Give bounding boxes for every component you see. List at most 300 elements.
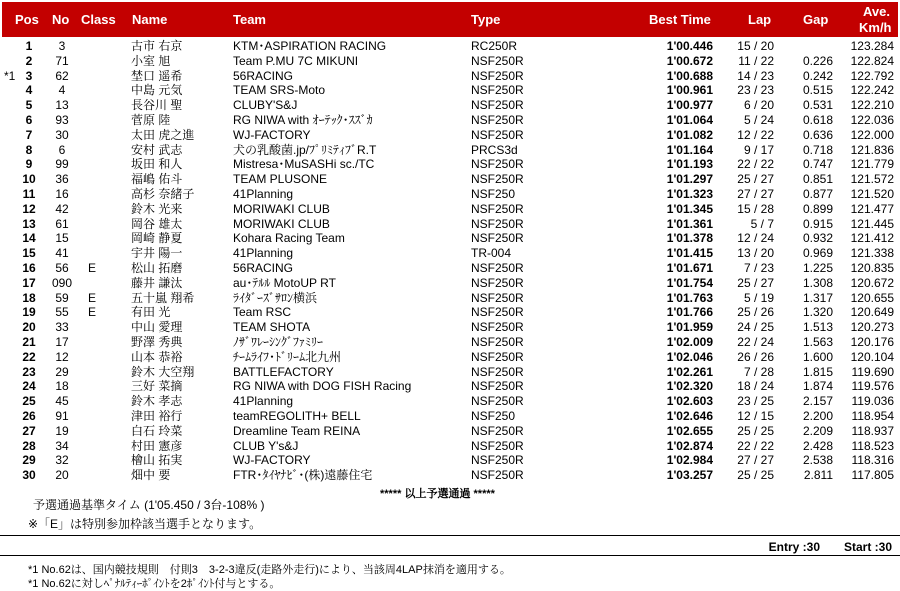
best-time-cell: 1'01.345 xyxy=(666,201,713,216)
average-speed-cell: 117.805 xyxy=(851,468,894,483)
table-row xyxy=(0,291,900,306)
average-speed-cell: 122.036 xyxy=(850,112,894,127)
gap-cell: 0.747 xyxy=(802,157,833,172)
number-cell: 6 xyxy=(58,142,66,157)
number-cell: 41 xyxy=(55,246,69,261)
lap-cell: 23 / 25 xyxy=(737,394,774,409)
table-row xyxy=(0,394,900,409)
average-speed-cell: 118.523 xyxy=(851,438,894,453)
lap-cell: 9 / 17 xyxy=(743,142,774,157)
header-name: Name xyxy=(132,12,168,27)
best-time-cell: 1'01.763 xyxy=(666,290,713,305)
rider-name-cell: 有田 光 xyxy=(131,305,171,320)
number-cell: 32 xyxy=(55,453,69,468)
team-cell: 56RACING xyxy=(233,260,294,275)
rider-name-cell: 小室 旭 xyxy=(131,53,171,68)
best-time-cell: 1'02.655 xyxy=(666,423,713,438)
gap-cell: 1.874 xyxy=(802,379,833,394)
header-gap: Gap xyxy=(803,12,829,27)
position-cell: 30 xyxy=(22,468,36,483)
best-time-cell: 1'02.874 xyxy=(666,438,713,453)
rider-name-cell: 安村 武志 xyxy=(131,142,183,157)
position-cell: 24 xyxy=(22,379,36,394)
average-speed-cell: 121.572 xyxy=(850,172,894,187)
lap-cell: 6 / 20 xyxy=(743,98,774,113)
average-speed-cell: 121.445 xyxy=(850,216,894,231)
machine-type-cell: NSF250R xyxy=(471,83,524,98)
gap-cell: 0.915 xyxy=(802,216,833,231)
table-row xyxy=(0,453,900,468)
number-cell: 91 xyxy=(55,408,69,423)
machine-type-cell: RC250R xyxy=(471,39,518,53)
gap-cell: 0.899 xyxy=(802,201,833,216)
position-cell: 8 xyxy=(25,142,33,157)
team-cell: TEAM SHOTA xyxy=(233,320,311,335)
position-cell: 14 xyxy=(22,231,36,246)
qualifying-cutoff-marker: ***** 以上予選通過 ***** xyxy=(380,488,495,500)
rider-name-cell: 坂田 和人 xyxy=(131,157,183,172)
average-speed-cell: 122.242 xyxy=(850,83,894,98)
rider-name-cell: 鈴木 光来 xyxy=(131,201,183,216)
team-cell: MORIWAKI CLUB xyxy=(233,216,330,231)
number-cell: 33 xyxy=(55,320,69,335)
gap-cell: 1.513 xyxy=(802,320,833,335)
best-time-cell: 1'01.959 xyxy=(666,320,713,335)
team-cell: CLUBY'S&J xyxy=(233,98,298,113)
table-row xyxy=(0,409,900,424)
machine-type-cell: NSF250 xyxy=(471,186,516,201)
table-row xyxy=(0,231,900,246)
average-speed-cell: 123.284 xyxy=(850,39,894,53)
number-cell: 090 xyxy=(51,275,73,290)
lap-cell: 7 / 28 xyxy=(743,364,774,379)
table-row xyxy=(0,424,900,439)
average-speed-cell: 118.937 xyxy=(851,423,894,438)
divider xyxy=(0,535,900,536)
gap-cell: 2.157 xyxy=(802,394,833,409)
rider-name-cell: 岡崎 静夏 xyxy=(131,231,183,246)
lap-cell: 25 / 26 xyxy=(737,305,774,320)
gap-cell: 2.811 xyxy=(803,468,833,483)
lap-cell: 12 / 22 xyxy=(737,127,774,142)
gap-cell: 0.877 xyxy=(802,186,833,201)
annotation-mark: *1 xyxy=(4,68,16,83)
average-speed-cell: 118.954 xyxy=(851,408,894,423)
lap-cell: 25 / 27 xyxy=(737,275,774,290)
results-table-body xyxy=(0,39,900,483)
team-cell: Team RSC xyxy=(233,305,292,320)
average-speed-cell: 122.824 xyxy=(850,53,894,68)
table-row xyxy=(0,98,900,113)
position-cell: 9 xyxy=(25,157,33,172)
rider-name-cell: 長谷川 聖 xyxy=(131,98,183,113)
machine-type-cell: NSF250R xyxy=(471,438,524,453)
number-cell: 18 xyxy=(55,379,69,394)
lap-cell: 25 / 25 xyxy=(737,423,774,438)
table-row xyxy=(0,261,900,276)
average-speed-cell: 120.655 xyxy=(850,290,894,305)
team-cell: KTM･ASPIRATION RACING xyxy=(233,39,387,53)
position-cell: 27 xyxy=(22,423,36,438)
position-cell: 2 xyxy=(25,53,33,68)
lap-cell: 11 / 22 xyxy=(738,53,774,68)
position-cell: 13 xyxy=(22,216,36,231)
average-speed-cell: 118.316 xyxy=(851,453,894,468)
best-time-cell: 1'01.193 xyxy=(666,157,713,172)
position-cell: 20 xyxy=(22,320,36,335)
position-cell: 25 xyxy=(22,394,36,409)
header-type: Type xyxy=(471,12,501,27)
number-cell: 12 xyxy=(55,349,69,364)
team-cell: WJ-FACTORY xyxy=(233,127,311,142)
team-cell: ﾗｲﾀﾞｰｽﾞｻﾛﾝ横浜 xyxy=(233,290,318,305)
class-cell: E xyxy=(87,290,96,305)
gap-cell: 0.242 xyxy=(802,68,833,83)
number-cell: 29 xyxy=(55,364,69,379)
header-kmh: Km/h xyxy=(859,20,892,35)
rider-name-cell: 三好 菜摘 xyxy=(131,379,183,394)
rider-name-cell: 鈴木 大空翔 xyxy=(131,364,195,379)
team-cell: MORIWAKI CLUB xyxy=(233,201,330,216)
best-time-cell: 1'01.323 xyxy=(666,186,713,201)
best-time-cell: 1'00.688 xyxy=(666,68,713,83)
gap-cell: 2.209 xyxy=(802,423,833,438)
average-speed-cell: 120.273 xyxy=(850,320,894,335)
team-cell: Mistresa･MuSASHi sc./TC xyxy=(233,157,375,172)
position-cell: 16 xyxy=(22,260,36,275)
lap-cell: 15 / 28 xyxy=(737,201,774,216)
table-row xyxy=(0,202,900,217)
number-cell: 71 xyxy=(55,53,69,68)
rider-name-cell: 藤井 謙汰 xyxy=(131,275,183,290)
best-time-cell: 1'01.082 xyxy=(666,127,713,142)
best-time-cell: 1'02.009 xyxy=(666,334,713,349)
machine-type-cell: NSF250R xyxy=(471,157,524,172)
table-row xyxy=(0,54,900,69)
position-cell: 3 xyxy=(25,68,33,83)
position-cell: 15 xyxy=(22,246,36,261)
class-cell: E xyxy=(87,260,96,275)
lap-cell: 22 / 22 xyxy=(737,438,774,453)
number-cell: 59 xyxy=(55,290,69,305)
team-cell: ﾉｻﾞﾜﾚｰｼﾝｸﾞﾌｧﾐﾘｰ xyxy=(233,334,324,349)
lap-cell: 13 / 20 xyxy=(737,246,774,261)
number-cell: 93 xyxy=(55,112,69,127)
gap-cell: 0.636 xyxy=(802,127,833,142)
table-row xyxy=(0,305,900,320)
rider-name-cell: 高杉 奈緒子 xyxy=(131,186,195,201)
position-cell: 26 xyxy=(22,408,36,423)
machine-type-cell: NSF250R xyxy=(471,453,524,468)
best-time-cell: 1'00.672 xyxy=(666,53,713,68)
table-row xyxy=(0,69,900,84)
table-row xyxy=(0,246,900,261)
gap-cell: 0.618 xyxy=(802,112,833,127)
number-cell: 19 xyxy=(55,423,69,438)
table-row xyxy=(0,128,900,143)
footnote-2: *1 No.62に対しﾍﾟﾅﾙﾃｨｰﾎﾟｲﾝﾄを2ﾎﾟｲﾝﾄ付与とする。 xyxy=(28,578,281,590)
team-cell: RG NIWA with ｵｰﾃｯｸ･ｽｽﾞｶ xyxy=(233,112,373,127)
lap-cell: 26 / 26 xyxy=(737,349,774,364)
machine-type-cell: NSF250R xyxy=(471,127,524,142)
machine-type-cell: NSF250R xyxy=(471,53,524,68)
gap-cell: 2.200 xyxy=(802,408,833,423)
table-row xyxy=(0,439,900,454)
header-team: Team xyxy=(233,12,266,27)
position-cell: 22 xyxy=(22,349,36,364)
average-speed-cell: 120.835 xyxy=(850,260,894,275)
average-speed-cell: 120.176 xyxy=(850,334,894,349)
number-cell: 99 xyxy=(55,157,69,172)
machine-type-cell: NSF250R xyxy=(471,423,524,438)
table-row xyxy=(0,39,900,54)
table-row xyxy=(0,113,900,128)
gap-cell: 1.308 xyxy=(802,275,833,290)
machine-type-cell: NSF250R xyxy=(471,290,524,305)
best-time-cell: 1'00.446 xyxy=(666,39,713,53)
gap-cell: 2.428 xyxy=(802,438,833,453)
rider-name-cell: 鈴木 孝志 xyxy=(131,394,183,409)
number-cell: 13 xyxy=(55,98,69,113)
machine-type-cell: NSF250R xyxy=(471,68,524,83)
best-time-cell: 1'02.603 xyxy=(666,394,713,409)
header-class: Class xyxy=(81,12,116,27)
best-time-cell: 1'01.361 xyxy=(666,216,713,231)
table-row xyxy=(0,320,900,335)
average-speed-cell: 122.210 xyxy=(850,98,894,113)
number-cell: 3 xyxy=(58,39,66,53)
team-cell: BATTLEFACTORY xyxy=(233,364,334,379)
number-cell: 56 xyxy=(55,260,69,275)
machine-type-cell: TR-004 xyxy=(471,246,512,261)
number-cell: 36 xyxy=(55,172,69,187)
table-row xyxy=(0,172,900,187)
rider-name-cell: 野澤 秀典 xyxy=(131,334,183,349)
header-ave: Ave. xyxy=(863,4,890,19)
lap-cell: 25 / 27 xyxy=(737,172,774,187)
rider-name-cell: 中島 元気 xyxy=(131,83,183,98)
best-time-cell: 1'01.064 xyxy=(666,112,713,127)
best-time-cell: 1'02.046 xyxy=(666,349,713,364)
machine-type-cell: NSF250R xyxy=(471,216,524,231)
rider-name-cell: 畑中 要 xyxy=(131,468,171,483)
machine-type-cell: NSF250R xyxy=(471,172,524,187)
lap-cell: 27 / 27 xyxy=(737,186,774,201)
start-count: Start :30 xyxy=(843,540,892,554)
lap-cell: 23 / 23 xyxy=(737,83,774,98)
machine-type-cell: NSF250R xyxy=(471,260,524,275)
number-cell: 30 xyxy=(55,127,69,142)
team-cell: teamREGOLITH+ BELL xyxy=(233,408,361,423)
lap-cell: 22 / 22 xyxy=(737,157,774,172)
gap-cell: 1.600 xyxy=(802,349,833,364)
number-cell: 45 xyxy=(55,394,69,409)
number-cell: 61 xyxy=(55,216,69,231)
gap-cell: 1.320 xyxy=(802,305,833,320)
number-cell: 15 xyxy=(55,231,69,246)
average-speed-cell: 119.576 xyxy=(851,379,894,394)
average-speed-cell: 121.836 xyxy=(850,142,894,157)
team-cell: Dreamline Team REINA xyxy=(233,423,361,438)
machine-type-cell: NSF250R xyxy=(471,364,524,379)
table-row xyxy=(0,350,900,365)
best-time-cell: 1'02.646 xyxy=(666,408,713,423)
results-table-header xyxy=(2,2,898,37)
rider-name-cell: 中山 愛理 xyxy=(131,320,183,335)
number-cell: 16 xyxy=(55,186,69,201)
machine-type-cell: NSF250R xyxy=(471,394,524,409)
header-best-time: Best Time xyxy=(649,12,711,27)
best-time-cell: 1'02.261 xyxy=(666,364,713,379)
rider-name-cell: 太田 虎之進 xyxy=(131,127,195,142)
average-speed-cell: 120.672 xyxy=(850,275,894,290)
best-time-cell: 1'00.977 xyxy=(666,98,713,113)
team-cell: FTR･ﾀｲﾔﾅﾋﾞ･(株)遠藤住宅 xyxy=(233,468,373,483)
gap-cell: 1.563 xyxy=(802,334,833,349)
machine-type-cell: NSF250 xyxy=(471,408,516,423)
entry-count: Entry :30 xyxy=(768,540,820,554)
machine-type-cell: NSF250R xyxy=(471,201,524,216)
machine-type-cell: NSF250R xyxy=(471,112,524,127)
header-lap: Lap xyxy=(748,12,772,27)
machine-type-cell: NSF250R xyxy=(471,320,524,335)
machine-type-cell: NSF250R xyxy=(471,379,524,394)
machine-type-cell: NSF250R xyxy=(471,231,524,246)
lap-cell: 22 / 24 xyxy=(737,334,774,349)
lap-cell: 12 / 15 xyxy=(737,408,774,423)
gap-cell: 0.531 xyxy=(802,98,833,113)
best-time-cell: 1'01.415 xyxy=(666,246,713,261)
position-cell: 23 xyxy=(22,364,36,379)
lap-cell: 5 / 7 xyxy=(750,216,774,231)
table-row xyxy=(0,379,900,394)
position-cell: 4 xyxy=(25,83,33,98)
number-cell: 4 xyxy=(58,83,66,98)
rider-name-cell: 宇井 陽一 xyxy=(131,246,183,261)
rider-name-cell: 檜山 拓実 xyxy=(131,453,183,468)
position-cell: 10 xyxy=(22,172,36,187)
average-speed-cell: 120.104 xyxy=(850,349,894,364)
best-time-cell: 1'01.671 xyxy=(666,260,713,275)
number-cell: 17 xyxy=(55,334,69,349)
best-time-cell: 1'01.297 xyxy=(666,172,713,187)
position-cell: 7 xyxy=(25,127,33,142)
average-speed-cell: 121.477 xyxy=(850,201,894,216)
best-time-cell: 1'01.766 xyxy=(666,305,713,320)
gap-cell: 1.225 xyxy=(802,260,833,275)
rider-name-cell: 菅原 陸 xyxy=(131,112,171,127)
team-cell: 41Planning xyxy=(233,394,294,409)
lap-cell: 14 / 23 xyxy=(737,68,774,83)
gap-cell: 0.969 xyxy=(802,246,833,261)
e-class-note: ※「E」は特別参加枠該当選手となります。 xyxy=(28,517,262,531)
team-cell: au･ﾃﾙﾙ MotoUP RT xyxy=(233,275,336,290)
qualifying-base-time: 予選通過基準タイム (1'05.450 / 3台-108% ) xyxy=(33,498,265,512)
position-cell: 11 xyxy=(22,186,36,201)
position-cell: 12 xyxy=(22,201,36,216)
rider-name-cell: 福嶋 佑斗 xyxy=(131,172,183,187)
team-cell: 41Planning xyxy=(233,186,294,201)
machine-type-cell: NSF250R xyxy=(471,334,524,349)
best-time-cell: 1'02.984 xyxy=(666,453,713,468)
number-cell: 42 xyxy=(55,201,69,216)
rider-name-cell: 村田 憲彦 xyxy=(131,438,183,453)
machine-type-cell: PRCS3d xyxy=(471,142,518,157)
machine-type-cell: NSF250R xyxy=(471,305,524,320)
position-cell: 17 xyxy=(22,275,36,290)
team-cell: 56RACING xyxy=(233,68,294,83)
team-cell: Kohara Racing Team xyxy=(233,231,345,246)
lap-cell: 24 / 25 xyxy=(737,320,774,335)
position-cell: 28 xyxy=(22,438,36,453)
team-cell: TEAM PLUSONE xyxy=(233,172,328,187)
average-speed-cell: 119.690 xyxy=(851,364,894,379)
table-row xyxy=(0,468,900,483)
gap-cell: 0.932 xyxy=(802,231,833,246)
lap-cell: 15 / 20 xyxy=(737,39,774,53)
machine-type-cell: NSF250R xyxy=(471,275,524,290)
rider-name-cell: 埜口 遥希 xyxy=(131,68,183,83)
team-cell: RG NIWA with DOG FISH Racing xyxy=(233,379,412,394)
divider xyxy=(0,555,900,556)
average-speed-cell: 122.000 xyxy=(850,127,894,142)
rider-name-cell: 津田 裕行 xyxy=(131,408,183,423)
team-cell: CLUB Y's&J xyxy=(233,438,299,453)
table-row xyxy=(0,157,900,172)
rider-name-cell: 白石 玲菜 xyxy=(131,423,183,438)
best-time-cell: 1'01.164 xyxy=(666,142,713,157)
number-cell: 55 xyxy=(55,305,69,320)
header-pos: Pos xyxy=(15,12,39,27)
team-cell: 41Planning xyxy=(233,246,294,261)
best-time-cell: 1'00.961 xyxy=(666,83,713,98)
position-cell: 1 xyxy=(25,39,33,53)
class-cell: E xyxy=(87,305,96,320)
lap-cell: 7 / 23 xyxy=(743,260,774,275)
average-speed-cell: 120.649 xyxy=(850,305,894,320)
position-cell: 6 xyxy=(25,112,33,127)
gap-cell: 1.815 xyxy=(802,364,833,379)
machine-type-cell: NSF250R xyxy=(471,468,524,483)
lap-cell: 12 / 24 xyxy=(737,231,774,246)
table-row xyxy=(0,187,900,202)
table-row xyxy=(0,143,900,158)
average-speed-cell: 119.036 xyxy=(851,394,894,409)
team-cell: TEAM SRS-Moto xyxy=(233,83,326,98)
team-cell: WJ-FACTORY xyxy=(233,453,311,468)
rider-name-cell: 松山 拓磨 xyxy=(131,260,183,275)
number-cell: 34 xyxy=(55,438,69,453)
best-time-cell: 1'03.257 xyxy=(666,468,713,483)
rider-name-cell: 古市 右京 xyxy=(131,39,183,53)
table-row xyxy=(0,335,900,350)
table-row xyxy=(0,365,900,380)
rider-name-cell: 五十嵐 翔希 xyxy=(131,290,195,305)
gap-cell: 0.851 xyxy=(802,172,833,187)
number-cell: 62 xyxy=(55,68,69,83)
table-row xyxy=(0,276,900,291)
number-cell: 20 xyxy=(55,468,69,483)
best-time-cell: 1'02.320 xyxy=(666,379,713,394)
position-cell: 29 xyxy=(22,453,36,468)
lap-cell: 5 / 19 xyxy=(743,290,774,305)
gap-cell: 0.515 xyxy=(802,83,833,98)
header-no: No xyxy=(52,12,70,27)
position-cell: 19 xyxy=(22,305,36,320)
gap-cell: 2.538 xyxy=(802,453,833,468)
lap-cell: 25 / 25 xyxy=(737,468,774,483)
table-row xyxy=(0,83,900,98)
